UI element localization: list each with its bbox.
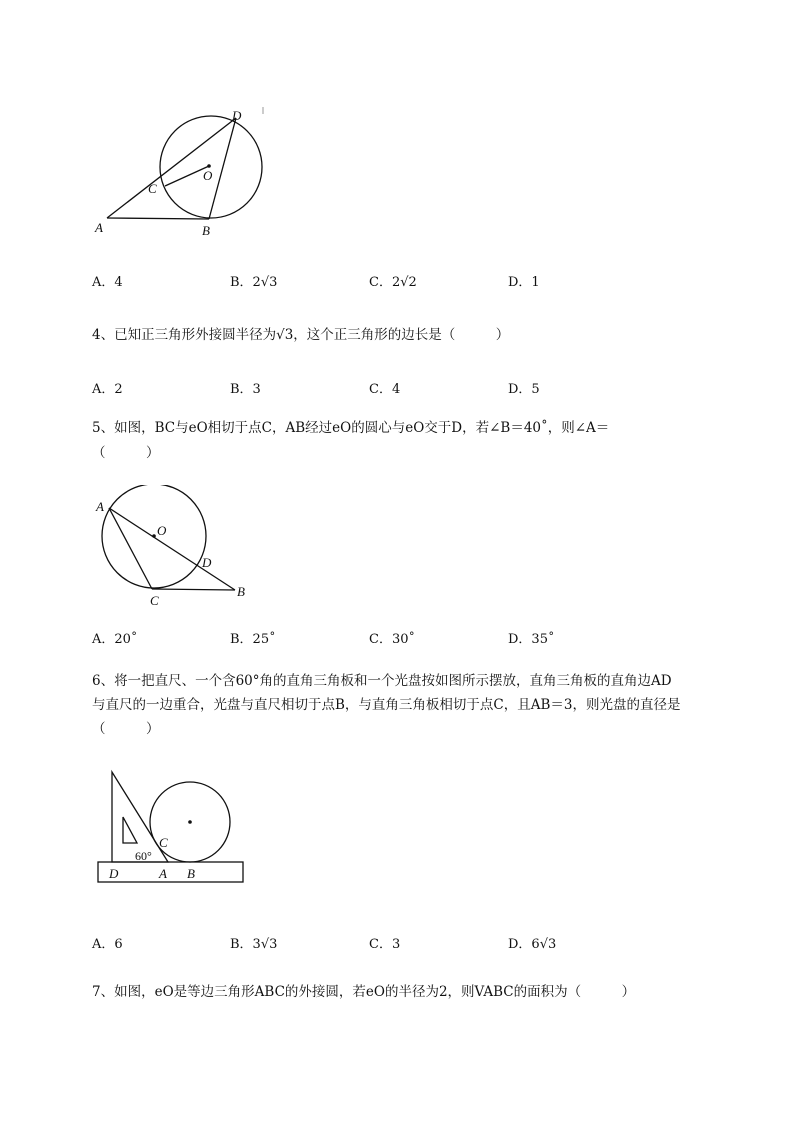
q4-option-b[interactable]: B．3 bbox=[230, 382, 261, 397]
label-c: C bbox=[150, 593, 159, 608]
segment-bd bbox=[209, 118, 236, 219]
label-a: A bbox=[159, 866, 167, 881]
q5-stem: 5、如图，BC与eO相切于点C，AB经过eO的圆心与eO交于D，若∠B＝40˚，则∠A＝ bbox=[92, 420, 610, 436]
segment-cb bbox=[152, 589, 235, 590]
label-o: O bbox=[203, 168, 213, 183]
label-angle-60: 60° bbox=[135, 849, 152, 863]
set-square-inner bbox=[123, 817, 137, 843]
label-d: D bbox=[232, 108, 242, 123]
label-b: B bbox=[237, 584, 245, 599]
center-o-dot bbox=[152, 534, 156, 538]
label-c: C bbox=[159, 835, 168, 850]
q3-option-b[interactable]: B．2√3 bbox=[230, 275, 278, 290]
figure-ruler-triangle-disc bbox=[95, 765, 250, 890]
q5-stem-paren: （ ） bbox=[92, 445, 160, 461]
q3-option-d[interactable]: D．1 bbox=[508, 275, 540, 290]
q4-option-c[interactable]: C．4 bbox=[369, 382, 401, 397]
q6-option-d[interactable]: D．6√3 bbox=[508, 937, 557, 952]
label-o: O bbox=[157, 523, 167, 538]
q3-option-c[interactable]: C．2√2 bbox=[369, 275, 417, 290]
figure-circle-tangent-1 bbox=[90, 100, 280, 245]
figure-circle-tangent-2 bbox=[92, 485, 262, 615]
q5-option-c[interactable]: C．30˚ bbox=[369, 632, 415, 647]
ruler bbox=[98, 862, 243, 882]
q4-option-a[interactable]: A．2 bbox=[92, 382, 123, 397]
q6-stem-line1: 6、将一把直尺、一个含60°角的直角三角板和一个光盘按如图所示摆放，直角三角板的直角边AD bbox=[92, 673, 672, 689]
q5-options bbox=[92, 628, 732, 648]
label-a: A bbox=[96, 499, 104, 514]
label-a: A bbox=[95, 220, 103, 235]
q5-option-b[interactable]: B．25˚ bbox=[230, 632, 276, 647]
q6-option-b[interactable]: B．3√3 bbox=[230, 937, 278, 952]
label-b: B bbox=[202, 223, 210, 238]
label-d: D bbox=[109, 866, 119, 881]
segment-ab bbox=[107, 218, 209, 219]
label-c: C bbox=[148, 181, 157, 196]
segment-ab bbox=[109, 508, 235, 590]
q6-option-c[interactable]: C．3 bbox=[369, 937, 401, 952]
q3-options bbox=[92, 271, 732, 291]
q5-option-d[interactable]: D．35˚ bbox=[508, 632, 555, 647]
q6-stem-line3: （ ） bbox=[92, 721, 160, 737]
circle-o bbox=[160, 116, 262, 218]
q4-stem: 4、已知正三角形外接圆半径为√3，这个正三角形的边长是（ ） bbox=[92, 327, 510, 343]
label-b: B bbox=[187, 866, 195, 881]
q6-option-a[interactable]: A．6 bbox=[92, 937, 123, 952]
q6-options bbox=[92, 933, 732, 953]
q3-option-a[interactable]: A．4 bbox=[92, 275, 123, 290]
q7-stem: 7、如图，eO是等边三角形ABC的外接圆，若eO的半径为2，则VABC的面积为（ ） bbox=[92, 984, 636, 1000]
q4-option-d[interactable]: D．5 bbox=[508, 382, 540, 397]
q6-stem-line2: 与直尺的一边重合，光盘与直尺相切于点B，与直角三角板相切于点C，且AB＝3，则光盘的直径是 bbox=[92, 697, 681, 713]
q5-option-a[interactable]: A．20˚ bbox=[92, 632, 138, 647]
disc-center-dot bbox=[188, 820, 192, 824]
segment-ac bbox=[109, 508, 152, 589]
segment-ad bbox=[107, 118, 236, 218]
q4-options bbox=[92, 378, 732, 398]
label-d: D bbox=[202, 555, 212, 570]
